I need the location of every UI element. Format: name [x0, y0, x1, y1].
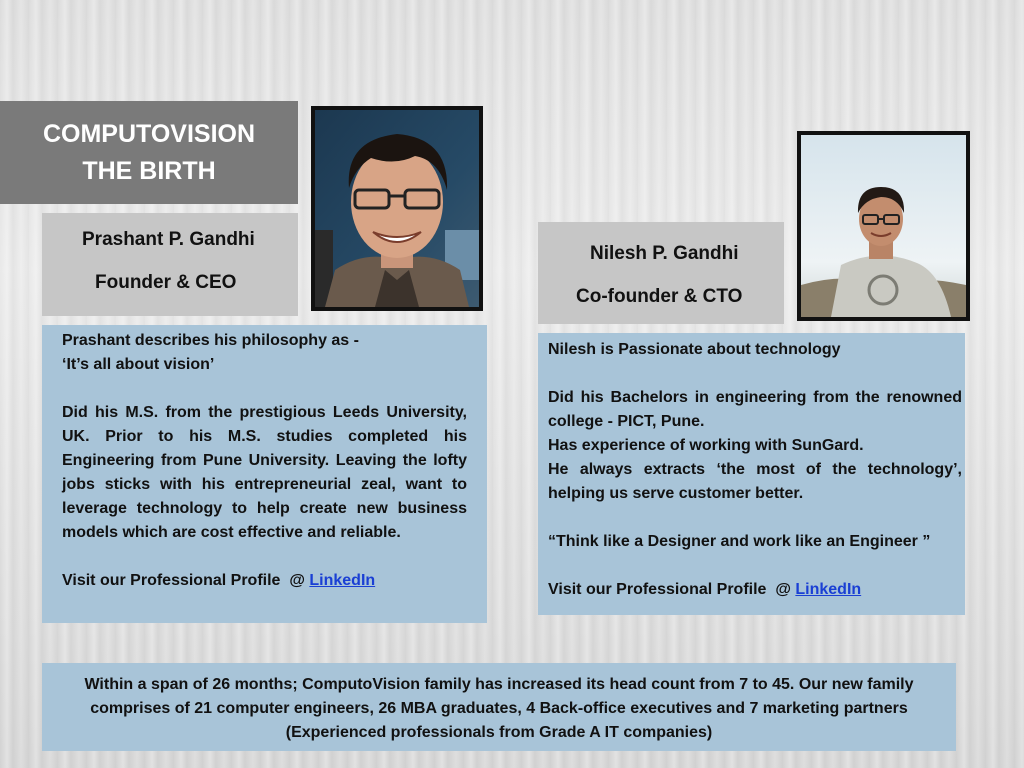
cofounder-portrait-image	[801, 135, 966, 317]
cofounder-name-card	[538, 222, 784, 324]
cofounder-role: Co-founder & CTO	[576, 286, 743, 307]
cofounder-bio-paragraph-1: Did his Bachelors in engineering from the renowned college - PICT, Pune.	[548, 389, 962, 430]
cofounder-profile-prefix: Visit our Professional Profile @	[548, 581, 796, 598]
founder-role: Founder & CEO	[95, 272, 237, 293]
founder-bio-paragraph: Did his M.S. from the prestigious Leeds University, UK. Prior to his M.S. studies completed his Engineering from Pune University. Leaving the lofty jobs sticks with his entrepreneurial zeal, want to leverage technology to help create new business models which are cost effective and reliable.	[62, 404, 467, 541]
founder-photo	[311, 106, 483, 311]
founder-name: Prashant P. Gandhi	[82, 229, 255, 250]
founder-profile-line	[62, 569, 467, 593]
cofounder-name: Nilesh P. Gandhi	[590, 243, 739, 264]
cofounder-profile-line	[548, 578, 962, 602]
founder-bio	[42, 325, 487, 623]
cofounder-bio-paragraph-2: Has experience of working with SunGard.	[548, 437, 864, 454]
founder-profile-prefix: Visit our Professional Profile @	[62, 572, 310, 589]
founder-linkedin-link[interactable]: LinkedIn	[309, 572, 376, 589]
cofounder-bio	[538, 333, 965, 615]
founder-name-card	[42, 213, 298, 316]
title-line-1: COMPUTOVISION	[42, 119, 256, 148]
founder-portrait-image	[315, 110, 479, 307]
slide-title	[0, 101, 298, 204]
footer-text: Within a span of 26 months; ComputoVision family has increased its head count from 7 to 45. Our new family comprises of 21 computer engineers, 26 MBA graduates, 4 Back-office executives and 7 marketing partners (Experienced professionals from Grade A IT companies)	[84, 676, 914, 741]
cofounder-linkedin-link[interactable]: LinkedIn	[795, 581, 862, 598]
cofounder-bio-intro: Nilesh is Passionate about technology	[548, 341, 841, 358]
cofounder-photo	[797, 131, 970, 321]
title-line-2: THE BIRTH	[82, 156, 216, 185]
cofounder-bio-paragraph-3: He always extracts ‘the most of the technology’, helping us serve customer better.	[548, 461, 962, 502]
founder-bio-line-2: ‘It’s all about vision’	[62, 356, 215, 373]
founder-bio-line-1: Prashant describes his philosophy as -	[62, 332, 359, 349]
cofounder-quote: “Think like a Designer and work like an Engineer ”	[548, 533, 931, 550]
growth-summary-footer	[42, 663, 956, 751]
